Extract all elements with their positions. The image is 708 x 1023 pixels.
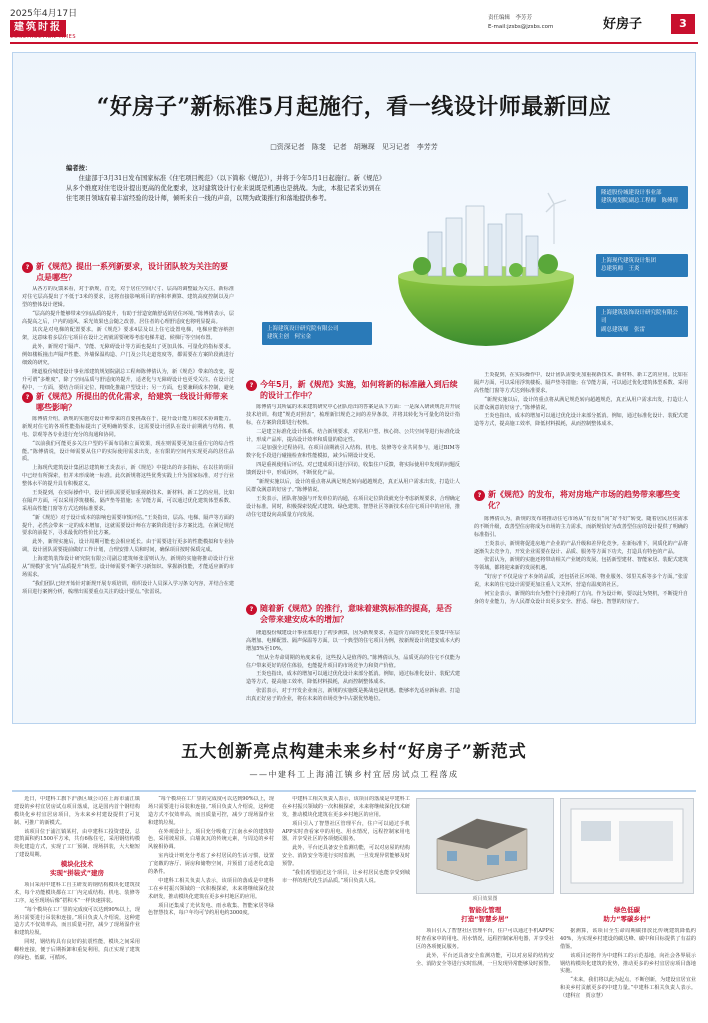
paragraph: 此外，平台还具备安全监测功能，可以对房屋的结构安全、消防安全等进行实时监测，一旦发现异常能够及时预警。 bbox=[282, 845, 410, 868]
paragraph: 张雷表示，对于开发企业而言，新规的实施既是挑战也是机遇。能够率先适应新标准、打造出真正好房子的企业，将在未来的市场竞争中占据优势地位。 bbox=[246, 688, 460, 703]
modular-house-illustration bbox=[417, 799, 553, 893]
q2-heading bbox=[22, 392, 232, 414]
paragraph: 王炎表示，新规将促进房地产企业的产品升级和差异化竞争。在新标准下，同质化的产品将逐渐失去竞争力，开发企业需要在设计、品质、服务等方面下功夫，打造具有特色的产品。 bbox=[474, 540, 688, 555]
article2-col2 bbox=[148, 796, 274, 1016]
q1-heading bbox=[22, 262, 232, 284]
q1-heading-text: 新《规范》提出一系列新要求，设计团队较为关注的要点是哪些？ bbox=[36, 262, 228, 282]
paragraph: 王炎提到，在实际操作中，设计团队需要更加重视新技术、新材料、新工艺的应用。比如在隔声方面，可以采用浮筑楼板、隔声垫等措施；在节能方面，可以通过优化建筑体型系数、采用高性能门窗等方式达到标准要求。 bbox=[22, 490, 234, 512]
paragraph: “我们团队已经开始针对新规开展专项培训，组织设计人员深入学习条文内容，并结合在建项目进行案例分析，梳理出需要重点关注的设计要点。”张雷说。 bbox=[22, 580, 234, 595]
article-title: “好房子”新标准5月起施行，看一线设计师最新回应 bbox=[96, 94, 612, 120]
q4-body-continued bbox=[474, 372, 688, 486]
subhead-green: 绿色低碳 助力“零碳乡村” bbox=[603, 906, 651, 924]
paragraph: “新规实施以后，设计的重点将从满足规范转向超越规范，真正从用户需求出发，打造让人民群众满意的好房子。”陈傅倩说。 bbox=[246, 479, 460, 493]
paragraph: 项目引入了智慧社区管理平台，住户可以通过手机APP实时查看家中的用电、用水情况，远程控制家用电器，并享受社区的各项便民服务。 bbox=[416, 928, 554, 950]
masthead-rule bbox=[10, 42, 698, 44]
question-icon: ? bbox=[246, 380, 257, 391]
paragraph: “以前我们可能更多关注户型的平面布局和立面效果，现在则需要更加注重住宅的综合性能。”陈傅倩说，设计师需要从住户的实际使用需求出发，在有限的空间内实现更高的居住品质。 bbox=[22, 440, 234, 463]
paragraph: 陈傅倩认为，新规的发布将推动住宅市场从“有没有”向“好不好”转变。随着居民居住需求的不断升级，改善型住房将成为市场的主力需求，而新规恰好为改善型住房的设计提供了明确的标准指引。 bbox=[474, 516, 688, 538]
article2-col3 bbox=[282, 796, 410, 1016]
paragraph: “但从全寿命周期的角度来看，这些投入是值得的。”陈傅倩认为，品质更高的住宅不仅能为住户带来更好的居住体验，也能提升项目的市场竞争力和资产价值。 bbox=[246, 654, 460, 669]
paragraph: 王炎也指出，成本的增加可以通过优化设计来部分抵消。例如，通过标准化设计、装配式建造等方式，提高施工效率，降低材料损耗，从而控制整体成本。 bbox=[474, 413, 688, 428]
q2-body bbox=[22, 416, 234, 716]
paragraph: 隆道股份城建设计事业部进行了初步测算，因为新规要求，在造价方面的变化主要集中在层高增加、电梯配置、隔声保温等方面。以一个典型的住宅项目为例，按新规设计的建安成本大约增加5%至10%。 bbox=[246, 630, 460, 652]
q5-body bbox=[474, 516, 688, 718]
paragraph: 二是建立标准化设计体系。结合新规要求，对常用户型、核心筒、公共空间等进行标准化设计，形成产品库，提高设计效率和质量的稳定性。 bbox=[246, 428, 460, 443]
paragraph: 同时，钢结构具有良好的抗震性能，模块之间采用螺栓连接，便于后期拆卸和重复利用，真正实现了建筑的绿色、低碳、可循环。 bbox=[14, 939, 140, 962]
article2-rule bbox=[12, 790, 696, 792]
paragraph: 张雷认为，新规的实施还将带动相关产业链的发展，包括新型建材、智能家居、装配式建筑等领域，都将迎来新的发展机遇。 bbox=[474, 557, 688, 572]
paragraph: 室内设计则充分考虑了乡村居民的生活习惯，设置了宽敞的客厅、厨房和储物空间，并预留了适老化改造的条件。 bbox=[148, 853, 274, 876]
subhead-smart: 智能化管理 打造“智慧乡居” bbox=[461, 906, 509, 924]
paragraph: 三是加强全过程协同。在项目前期就引入结构、机电、装修等专业共同参与，通过BIM等数字化手段进行碰撞检查和性能模拟，减少后期设计变更。 bbox=[246, 445, 460, 460]
paragraph: 隆道股份城建设计事业部建筑规划院副总工程师陈傅倩认为，新《规范》带来的改变，提升可谓“多维度”，除了空间品质与舒适度的提升，适老化与无障碍设计也更受关注。在设计过程中，一方面，要结合项目定位，精细化推敲户型设计；另一方面，也要兼顾成本控制，避免 bbox=[22, 368, 234, 390]
paragraph: “新规实施以后，设计的重点将从满足规范转向超越规范，真正从用户需求出发，打造让人民群众满意的好房子。”陈傅倩说。 bbox=[474, 396, 688, 411]
paragraph: 王炎也指出，成本的增加可以通过优化设计来部分抵消。例如，通过标准化设计、装配式建造等方式，提高施工效率，降低材料损耗，从而控制整体成本。 bbox=[246, 671, 460, 686]
editor-note-text: 住建部于3月31日发布国家标准《住宅项目规范》（以下简称《规范》），并将于今年5月1日起施行。新《规范》从多个维度对住宅设计提出更高的优化要求，这对建筑设计行业来说既是机遇也是挑战。为此，本报记者采访到在住宅项目领域有着丰富经验的设计师，倾听来自一线的声音，以期为政策推行和落地提供参考。 bbox=[66, 175, 382, 203]
paragraph: 在外观设计上，项目充分吸收了江南水乡的建筑特色，采用坡屋顶、白墙灰瓦的传统元素，与周边的乡村风貌相协调。 bbox=[148, 828, 274, 851]
paragraph: 中建科工相关负责人表示，该项目的落成是中建科工在乡村振兴领域的一次积极探索，未来将继续深化技术研发，推动模块化建筑在更多乡村地区的应用。 bbox=[282, 796, 410, 818]
expert-label-4: 上海建筑设计研究院有限公司 建筑主创 何宝金 bbox=[262, 322, 372, 345]
paper-logo-en: CONSTRUCTION TIMES bbox=[10, 34, 76, 40]
editor-note bbox=[66, 164, 384, 204]
photo-caption: 项目效果图 bbox=[472, 896, 498, 902]
paragraph: 此外，新规对于隔声、节能、无障碍设计等方面也提出了更加具体、可量化的指标要求。例如楼板撞击声隔声性能、外墙保温构造、户门及公共走道宽度等，都需要在方案阶段就进行细致的研究。 bbox=[22, 344, 234, 367]
q4-body bbox=[246, 630, 460, 718]
paragraph: 项目还集成了光伏发电、雨水收集、智能家居等绿色智慧技术，每户年均可节约用电约3000度。 bbox=[148, 902, 274, 917]
paragraph: 上海现代建筑设计集团总建筑师王炎表示，新《规范》中提出的许多指标，在以往的项目中已经有所探索，但并未形成统一标准。此次新规将这些优秀实践上升为国家标准，对于行业整体水平的提升具有积极意义。 bbox=[22, 465, 234, 488]
project-photo-1 bbox=[416, 798, 554, 894]
q4-heading bbox=[246, 604, 458, 626]
article2-col4 bbox=[416, 928, 554, 1016]
issue-date: 2025年4月17日 bbox=[10, 9, 78, 19]
question-icon: ? bbox=[22, 392, 33, 403]
q1-body bbox=[22, 286, 234, 390]
q3-heading-text: 今年5月，新《规范》实施，如何将新的标准融入到后续的设计工作中？ bbox=[260, 380, 458, 400]
question-icon: ? bbox=[22, 262, 33, 273]
expert-label-3: 上海建筑装饰设计研究院有限公司 副总建筑师 张雷 bbox=[596, 306, 688, 337]
question-icon: ? bbox=[474, 490, 485, 501]
paragraph: 此外，新规实施后，设计周期可能也会相应延长。由于需要进行更多的性能模拟和专业协调，设计团队需要提前做好工作计划，合理安排人员和时间，确保项目按时保质完成。 bbox=[22, 539, 234, 554]
article2-col1 bbox=[14, 796, 140, 858]
paragraph: “层高的提升能够带来空间品质的提升，有助于营造宽敞舒适的居住环境。”陈傅倩表示，层高提高之后，户内的通风、采光效果也会随之改善，居住者的心理舒适度也将明显提高。 bbox=[22, 310, 234, 325]
q3-body bbox=[246, 404, 460, 600]
project-photo-2 bbox=[560, 798, 694, 894]
subhead-modular: 模块化技术 实现“拼装式”建房 bbox=[49, 860, 105, 878]
editor-info bbox=[488, 14, 553, 32]
paragraph: “每个模块在工厂里的完成度可以达到90%以上，现场只需要进行吊装和连接。”项目负责人介绍说，这种建造方式不仅效率高，而且质量可控，减少了现场湿作业和建筑垃圾。 bbox=[14, 906, 140, 937]
article2-col5 bbox=[560, 928, 696, 1016]
paragraph: “我们希望通过这个项目，让乡村居民也能享受到城市一样的现代化生活品质。”项目负责人说。 bbox=[282, 870, 410, 884]
paragraph: “每个模块在工厂里的完成度可以达到90%以上，现场只需要进行吊装和连接。”项目负责人介绍说，这种建造方式不仅效率高，而且质量可控，减少了现场湿作业和建筑垃圾。 bbox=[148, 796, 274, 826]
paragraph: 据测算，该项目全生命周期碳排放比传统建筑降低约40%，为实现乡村建设的碳达峰、碳中和目标提供了有益的借鉴。 bbox=[560, 928, 696, 950]
article2-subtitle: ——中建科工上海浦江镇乡村宜居房试点工程落成 bbox=[249, 770, 459, 779]
paragraph: 何宝金表示，新规的出台为整个行业指明了方向。作为设计师，要以此为契机，不断提升自身的专业能力，为人民群众设计出更多安全、舒适、绿色、智慧的好房子。 bbox=[474, 591, 688, 605]
paragraph: 从各方的反馈来看，对于新规，首先，对于居住空间尺寸、层高的调整最为关注。新标准对住宅层高提出了不低于3米的要求，这将直接影响项目的容积率测算、建筑高度控制以及户型的整体设计逻辑。 bbox=[22, 286, 234, 308]
paragraph: 项目引入了智慧社区管理平台，住户可以通过手机APP实时查看家中的用电、用水情况，远程控制家用电器，并享受社区的各项便民服务。 bbox=[282, 820, 410, 843]
q5-heading bbox=[474, 490, 686, 512]
interior-illustration bbox=[561, 799, 693, 893]
section-name: 好房子 bbox=[603, 17, 643, 32]
question-icon: ? bbox=[246, 604, 257, 615]
editor-note-label: 编者按： bbox=[66, 165, 92, 172]
paragraph: 项目采用中建科工自主研发的钢结构模块化建筑技术，每个功能模块都在工厂内完成结构、机电、装修等工序，运至现场后像“搭积木”一样快速拼装。 bbox=[14, 882, 140, 904]
paragraph: 陈傅倩与其所属的未来建筑研究中心团队给出的答案是从下方面：一是深入研读规范并开展技术培训。构建“规范对照表”，梳理新旧规范之间的差异条款，并将其转化为可量化的设计指标，在方案阶段即进行校核。 bbox=[246, 404, 460, 426]
q3-heading bbox=[246, 380, 458, 402]
paragraph: 陈傅倩介绍，新规的实施对设计师带来的首要挑战在于，提升设计能力和技术协调能力。新规对住宅的各项性能指标提出了更明确的要求，这需要设计团队在设计前期就与结构、机电、景观等各专业进行充分的沟通和协同。 bbox=[22, 416, 234, 438]
masthead bbox=[0, 0, 708, 44]
paragraph: 四是重视使用后评估。对已建成项目进行回访，收集住户反馈，将实际使用中发现的问题反馈到设计中，形成闭环，不断优化产品。 bbox=[246, 462, 460, 477]
paragraph: “新《规范》对于设计成本的影响也需要审慎评估。”王炎指出，层高、电梯、隔声等方面的提升，必然会带来一定的成本增加，这就需要设计师在方案阶段进行多方案比选，在满足规范要求的前提下，寻求最优的性价比方案。 bbox=[22, 514, 234, 537]
q4-heading-text: 随着新《规范》的推行，意味着建筑标准的提高，是否会带来建安成本的增加？ bbox=[260, 604, 452, 624]
paragraph: “好房子不仅是房子本身的品质，还包括社区环境、物业服务、邻里关系等多个方面。”张雷说，未来的住宅设计需要更加注重人文关怀，营造有温度的社区。 bbox=[474, 574, 688, 589]
expert-label-1: 隆道股份城建设计事业部 建筑规划院副总工程师 陈傅倩 bbox=[596, 186, 688, 209]
paragraph: 王炎表示，团队将加强与开发单位的沟通，在项目定位阶段就充分考虑新规要求，合理确定设计标准。同时，积极探索装配式建筑、绿色建筑、智慧社区等新技术在住宅项目中的应用，推动住宅建设向高质量方向发展。 bbox=[246, 495, 460, 518]
paragraph: 该项目还将作为中建科工的示范基地，向社会各界展示钢结构模块化建筑的优势，推动更多的乡村宜居房项目落地实施。 bbox=[560, 952, 696, 975]
article2-col1b bbox=[14, 882, 140, 1016]
expert-label-2: 上海现代建筑设计集团 总建筑师 王炎 bbox=[596, 254, 688, 277]
page-number-badge: 3 bbox=[671, 14, 695, 34]
editor-email: E-mail:jzsbs@jzsbs.com bbox=[488, 23, 554, 30]
q5-heading-text: 新《规范》的发布，将对房地产市场的趋势带来哪些变化？ bbox=[488, 490, 680, 510]
q2-heading-text: 新《规范》所提出的优化需求，给建筑一线设计师带来哪些影响？ bbox=[36, 392, 228, 412]
paragraph: 该项目位于浦江镇某村，由中建科工投资建设，总建筑面积约1500平方米，共有6栋住宅，采用钢结构模块化建造方式，实现了工厂预制、现场拼装，大大缩短了建设周期。 bbox=[14, 828, 140, 858]
paragraph: 其次是对电梯的配置要求。新《规范》要求4层及以上住宅设置电梯，电梯应能容纳担架，这意味着多层住宅项目在设计之初就需要统筹考虑电梯井道、候梯厅等空间布置。 bbox=[22, 327, 234, 342]
paragraph: 上海建筑装饰设计研究院有限公司副总建筑师张雷则认为，新规的实施将推动设计行业从“规模扩张”向“品质提升”转型。设计师需要不断学习新知识、掌握新技能，才能适应新的市场需求。 bbox=[22, 556, 234, 578]
green-city-globe-illustration bbox=[388, 184, 584, 352]
article-byline: □资深记者 陈斐 记者 胡琳琛 见习记者 李芳芳 bbox=[270, 143, 438, 151]
paragraph: 王炎提到，在实际操作中，设计团队需要更加重视新技术、新材料、新工艺的应用。比如在隔声方面，可以采用浮筑楼板、隔声垫等措施；在节能方面，可以通过优化建筑体型系数、采用高性能门窗等方式达到标准要求。 bbox=[474, 372, 688, 394]
paragraph: 此外，平台还具备安全监测功能，可以对房屋的结构安全、消防安全等进行实时监测，一旦发现异常能够及时预警。 bbox=[416, 952, 554, 967]
paragraph: “未来，我们将以此为起点，不断创新，为建设宜居宜业和美乡村贡献更多的中建力量。”中建科工相关负责人表示。（建科宣 贾京慧） bbox=[560, 977, 696, 1000]
paragraph: 中建科工相关负责人表示，该项目的落成是中建科工在乡村振兴领域的一次积极探索，未来将继续深化技术研发，推动模块化建筑在更多乡村地区的应用。 bbox=[148, 877, 274, 900]
paragraph: 近日，中建科工旗下沪浙区域公司在上海市浦江镇建设的乡村宜居房试点项目落成，这是国内首个钢结构模块化乡村宜居房项目，为未来乡村建设提供了可复制、可推广的新模式。 bbox=[14, 796, 140, 826]
paper-logo: 建筑时报 bbox=[10, 20, 66, 37]
article2-title: 五大创新亮点构建未来乡村“好房子”新范式 bbox=[181, 742, 527, 762]
editor-name: 责任编辑 李芳芳 bbox=[488, 15, 533, 21]
